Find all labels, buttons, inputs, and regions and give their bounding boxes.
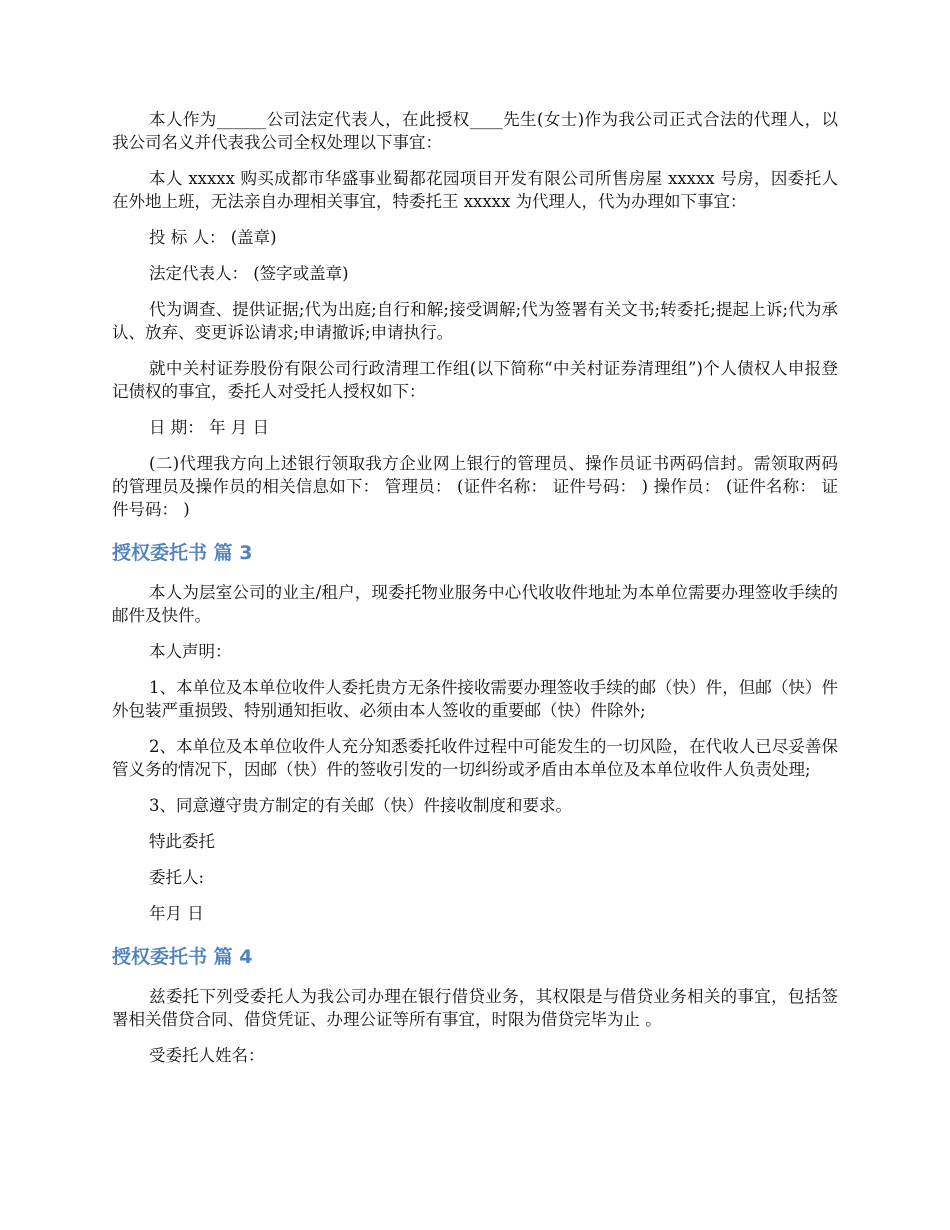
section-3-paragraph: 3、同意遵守贵方制定的有关邮（快）件接收制度和要求。 — [149, 796, 572, 815]
intro-paragraph-bank-certificate: (二)代理我方向上述银行领取我方企业网上银行的管理员、操作员证书两码信封。需领取两码的管理员及操作员的相关信息如下： 管理员： (证件名称： 证件号码： ) 操作员： (证件名称： 证件号码： ) — [112, 454, 838, 519]
section-3-heading: 授权委托书 篇 3 — [112, 542, 253, 564]
section-3-paragraph: 本人为层室公司的业主/租户，现委托物业服务中心代收收件地址为本单位需要办理签收手续的邮件及快件。 — [112, 583, 838, 625]
intro-paragraph-bidder: 投 标 人： (盖章) — [149, 228, 277, 247]
section-3-paragraph: 委托人: — [149, 868, 205, 887]
intro-paragraph-date: 日 期： 年 月 日 — [149, 418, 269, 437]
intro-paragraph-litigation: 代为调查、提供证据;代为出庭;自行和解;接受调解;代为签署有关文书;转委托;提起上诉;代为承认、放弃、变更诉讼请求;申请撤诉;申请执行。 — [112, 300, 838, 342]
section-3-paragraph: 1、本单位及本单位收件人委托贵方无条件接收需要办理签收手续的邮（快）件，但邮（快）件外包装严重损毁、特别通知拒收、必须由本人签收的重要邮（快）件除外; — [112, 678, 838, 720]
intro-paragraph-authorization: 本人作为______公司法定代表人，在此授权____先生(女士)作为我公司正式合法的代理人，以我公司名义并代表我公司全权处理以下事宜： — [112, 110, 838, 152]
section-4-heading: 授权委托书 篇 4 — [112, 946, 253, 968]
document-page — [112, 108, 838, 1080]
section-4-paragraph: 兹委托下列受委托人为我公司办理在银行借贷业务，其权限是与借贷业务相关的事宜，包括签署相关借贷合同、借贷凭证、办理公证等所有事宜，时限为借贷完毕为止 。 — [112, 987, 838, 1029]
section-4-paragraph: 受委托人姓名： — [149, 1046, 265, 1065]
intro-paragraph-legal-rep: 法定代表人： (签字或盖章) — [149, 264, 349, 283]
intro-paragraph-property: 本人 xxxxx 购买成都市华盛事业蜀都花园项目开发有限公司所售房屋 xxxxx 号房，因委托人在外地上班，无法亲自办理相关事宜，特委托王 xxxxx 为代理人，代为办理如下事宜： — [112, 169, 838, 211]
section-3-paragraph: 特此委托 — [149, 832, 215, 851]
section-3-paragraph: 本人声明： — [149, 642, 232, 661]
intro-paragraph-securities: 就中关村证券股份有限公司行政清理工作组(以下简称“中关村证券清理组”)个人债权人申报登记债权的事宜，委托人对受托人授权如下： — [112, 359, 838, 401]
section-3-paragraph: 2、本单位及本单位收件人充分知悉委托收件过程中可能发生的一切风险，在代收人已尽妥善保管义务的情况下，因邮（快）件的签收引发的一切纠纷或矛盾由本单位及本单位收件人负责处理; — [112, 737, 838, 779]
section-3-paragraph: 年月 日 — [149, 904, 204, 923]
